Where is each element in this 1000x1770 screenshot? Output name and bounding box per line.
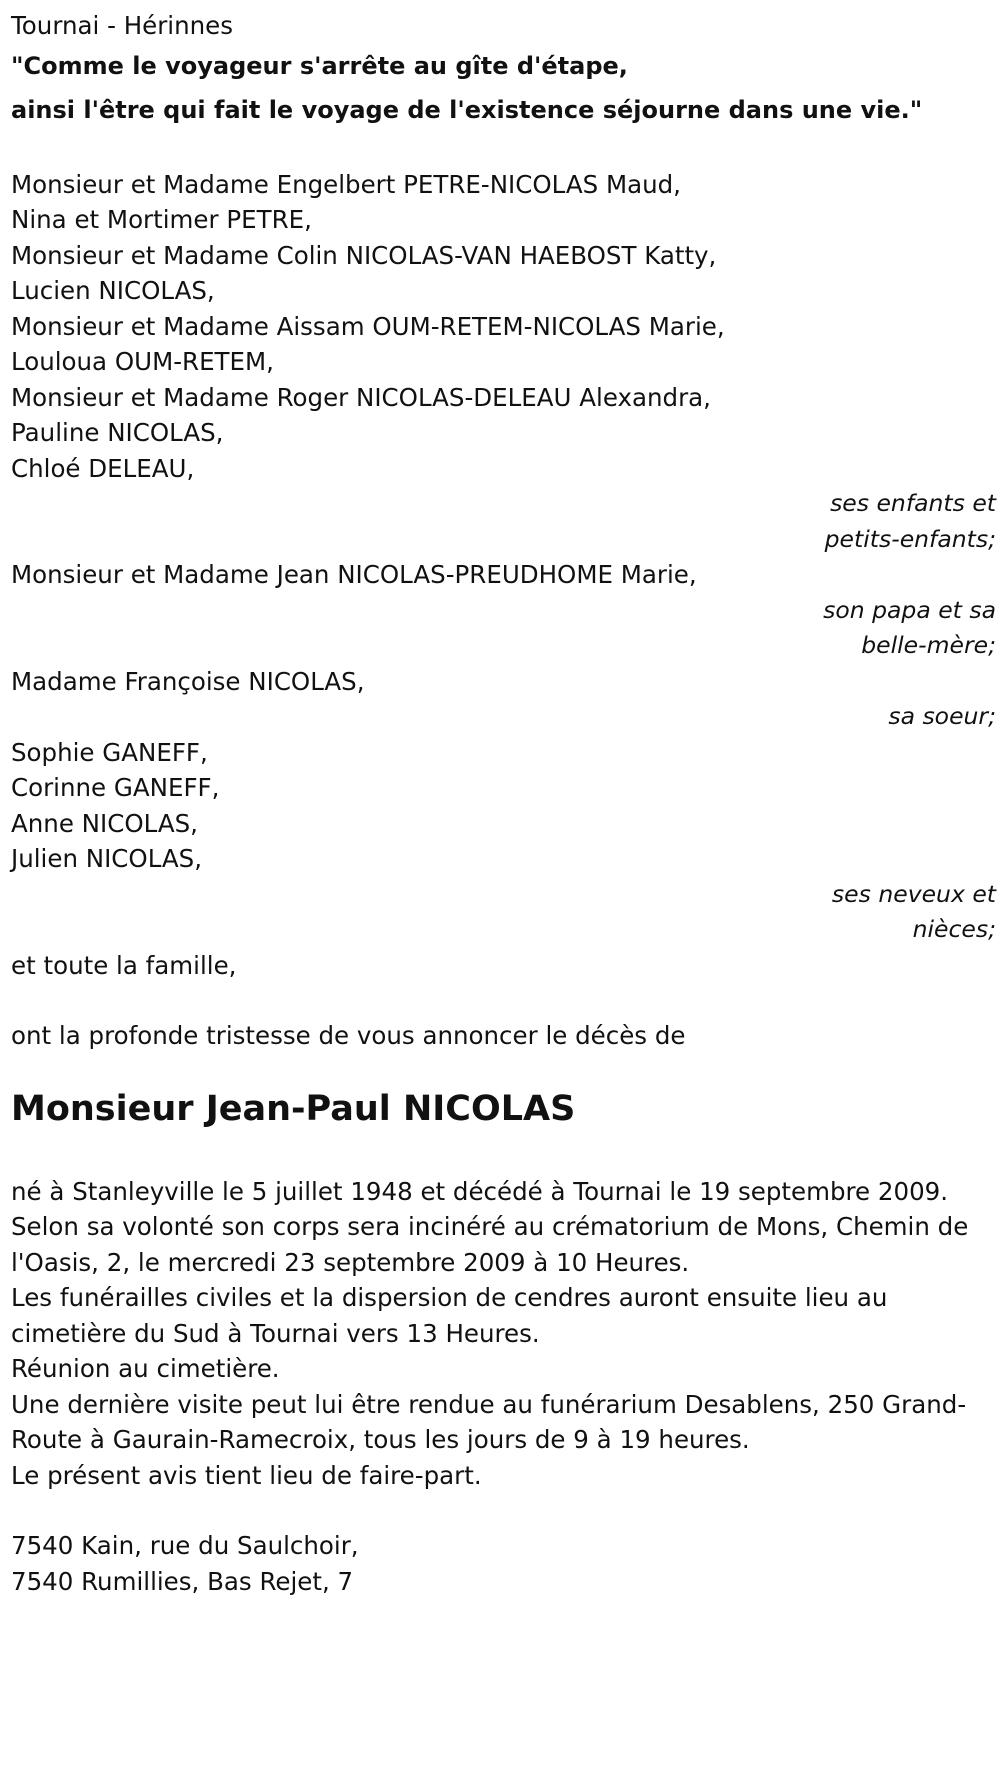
location-heading: Tournai - Hérinnes xyxy=(11,11,233,40)
announcement-text: ont la profonde tristesse de vous annoncer le décès de xyxy=(11,1021,686,1050)
family-member: Corinne GANEFF, xyxy=(11,773,220,802)
relation-label: ses enfants et xyxy=(830,489,996,517)
family-member: Madame Françoise NICOLAS, xyxy=(11,666,365,696)
family-member: Monsieur et Madame Engelbert PETRE-NICOLAS Maud, xyxy=(11,169,681,199)
spacer xyxy=(11,132,996,167)
nephews-list xyxy=(11,735,996,877)
family-member: Anne NICOLAS, xyxy=(11,808,198,838)
relation-label: son papa et sa xyxy=(823,595,996,624)
spacer xyxy=(11,1493,996,1528)
family-member: Chloé DELEAU, xyxy=(11,453,195,483)
addresses xyxy=(11,1528,996,1599)
relation-label: belle-mère; xyxy=(861,631,996,659)
family-member: Louloua OUM-RETEM, xyxy=(11,347,274,376)
relation-label: nièces; xyxy=(912,915,996,943)
family-rest: et toute la famille, xyxy=(11,950,237,980)
family-member: Pauline NICOLAS, xyxy=(11,418,224,447)
detail-paragraph: né à Stanleyville le 5 juillet 1948 et décédé à Tournai le 19 septembre 2009. xyxy=(11,1176,949,1206)
children-list xyxy=(11,167,996,487)
family-member: Monsieur et Madame Aissam OUM-RETEM-NICOLAS Marie, xyxy=(11,311,725,341)
quote-line-1: "Comme le voyageur s'arrête au gîte d'étape, xyxy=(11,51,628,80)
spacer xyxy=(11,983,996,1018)
detail-paragraph: Les funérailles civiles et la dispersion de cendres auront ensuite lieu au cimetière du Sud à Tournai vers 13 Heures. xyxy=(11,1283,888,1348)
address-line: 7540 Rumillies, Bas Rejet, 7 xyxy=(11,1566,354,1596)
decedent-name: Monsieur Jean-Paul NICOLAS xyxy=(11,1088,576,1129)
family-member: Monsieur et Madame Roger NICOLAS-DELEAU Alexandra, xyxy=(11,382,711,412)
family-member: Lucien NICOLAS, xyxy=(11,276,215,305)
details-section xyxy=(11,1174,996,1494)
family-member: Julien NICOLAS, xyxy=(11,844,203,873)
family-member: Sophie GANEFF, xyxy=(11,737,208,767)
family-member: Monsieur et Madame Jean NICOLAS-PREUDHOME Marie, xyxy=(11,560,697,589)
relation-label: ses neveux et xyxy=(831,879,996,908)
detail-paragraph: Le présent avis tient lieu de faire-part. xyxy=(11,1460,482,1490)
obituary-notice xyxy=(11,0,996,1599)
address-line: 7540 Kain, rue du Saulchoir, xyxy=(11,1531,359,1560)
relation-label: petits-enfants; xyxy=(824,524,996,553)
quote-line-2: ainsi l'être qui fait le voyage de l'existence séjourne dans une vie." xyxy=(11,95,923,124)
detail-paragraph: Réunion au cimetière. xyxy=(11,1354,280,1383)
detail-paragraph: Selon sa volonté son corps sera incinéré au crématorium de Mons, Chemin de l'Oasis, 2, le mercredi 23 septembre 2009 à 10 Heures. xyxy=(11,1212,969,1277)
detail-paragraph: Une dernière visite peut lui être rendue au funérarium Desablens, 250 Grand-Route à Gaurain-Ramecroix, tous les jours de 9 à 19 heures. xyxy=(11,1389,967,1454)
relation-label: sa soeur; xyxy=(888,702,996,730)
family-member: Monsieur et Madame Colin NICOLAS-VAN HAEBOST Katty, xyxy=(11,240,717,270)
family-member: Nina et Mortimer PETRE, xyxy=(11,205,312,234)
